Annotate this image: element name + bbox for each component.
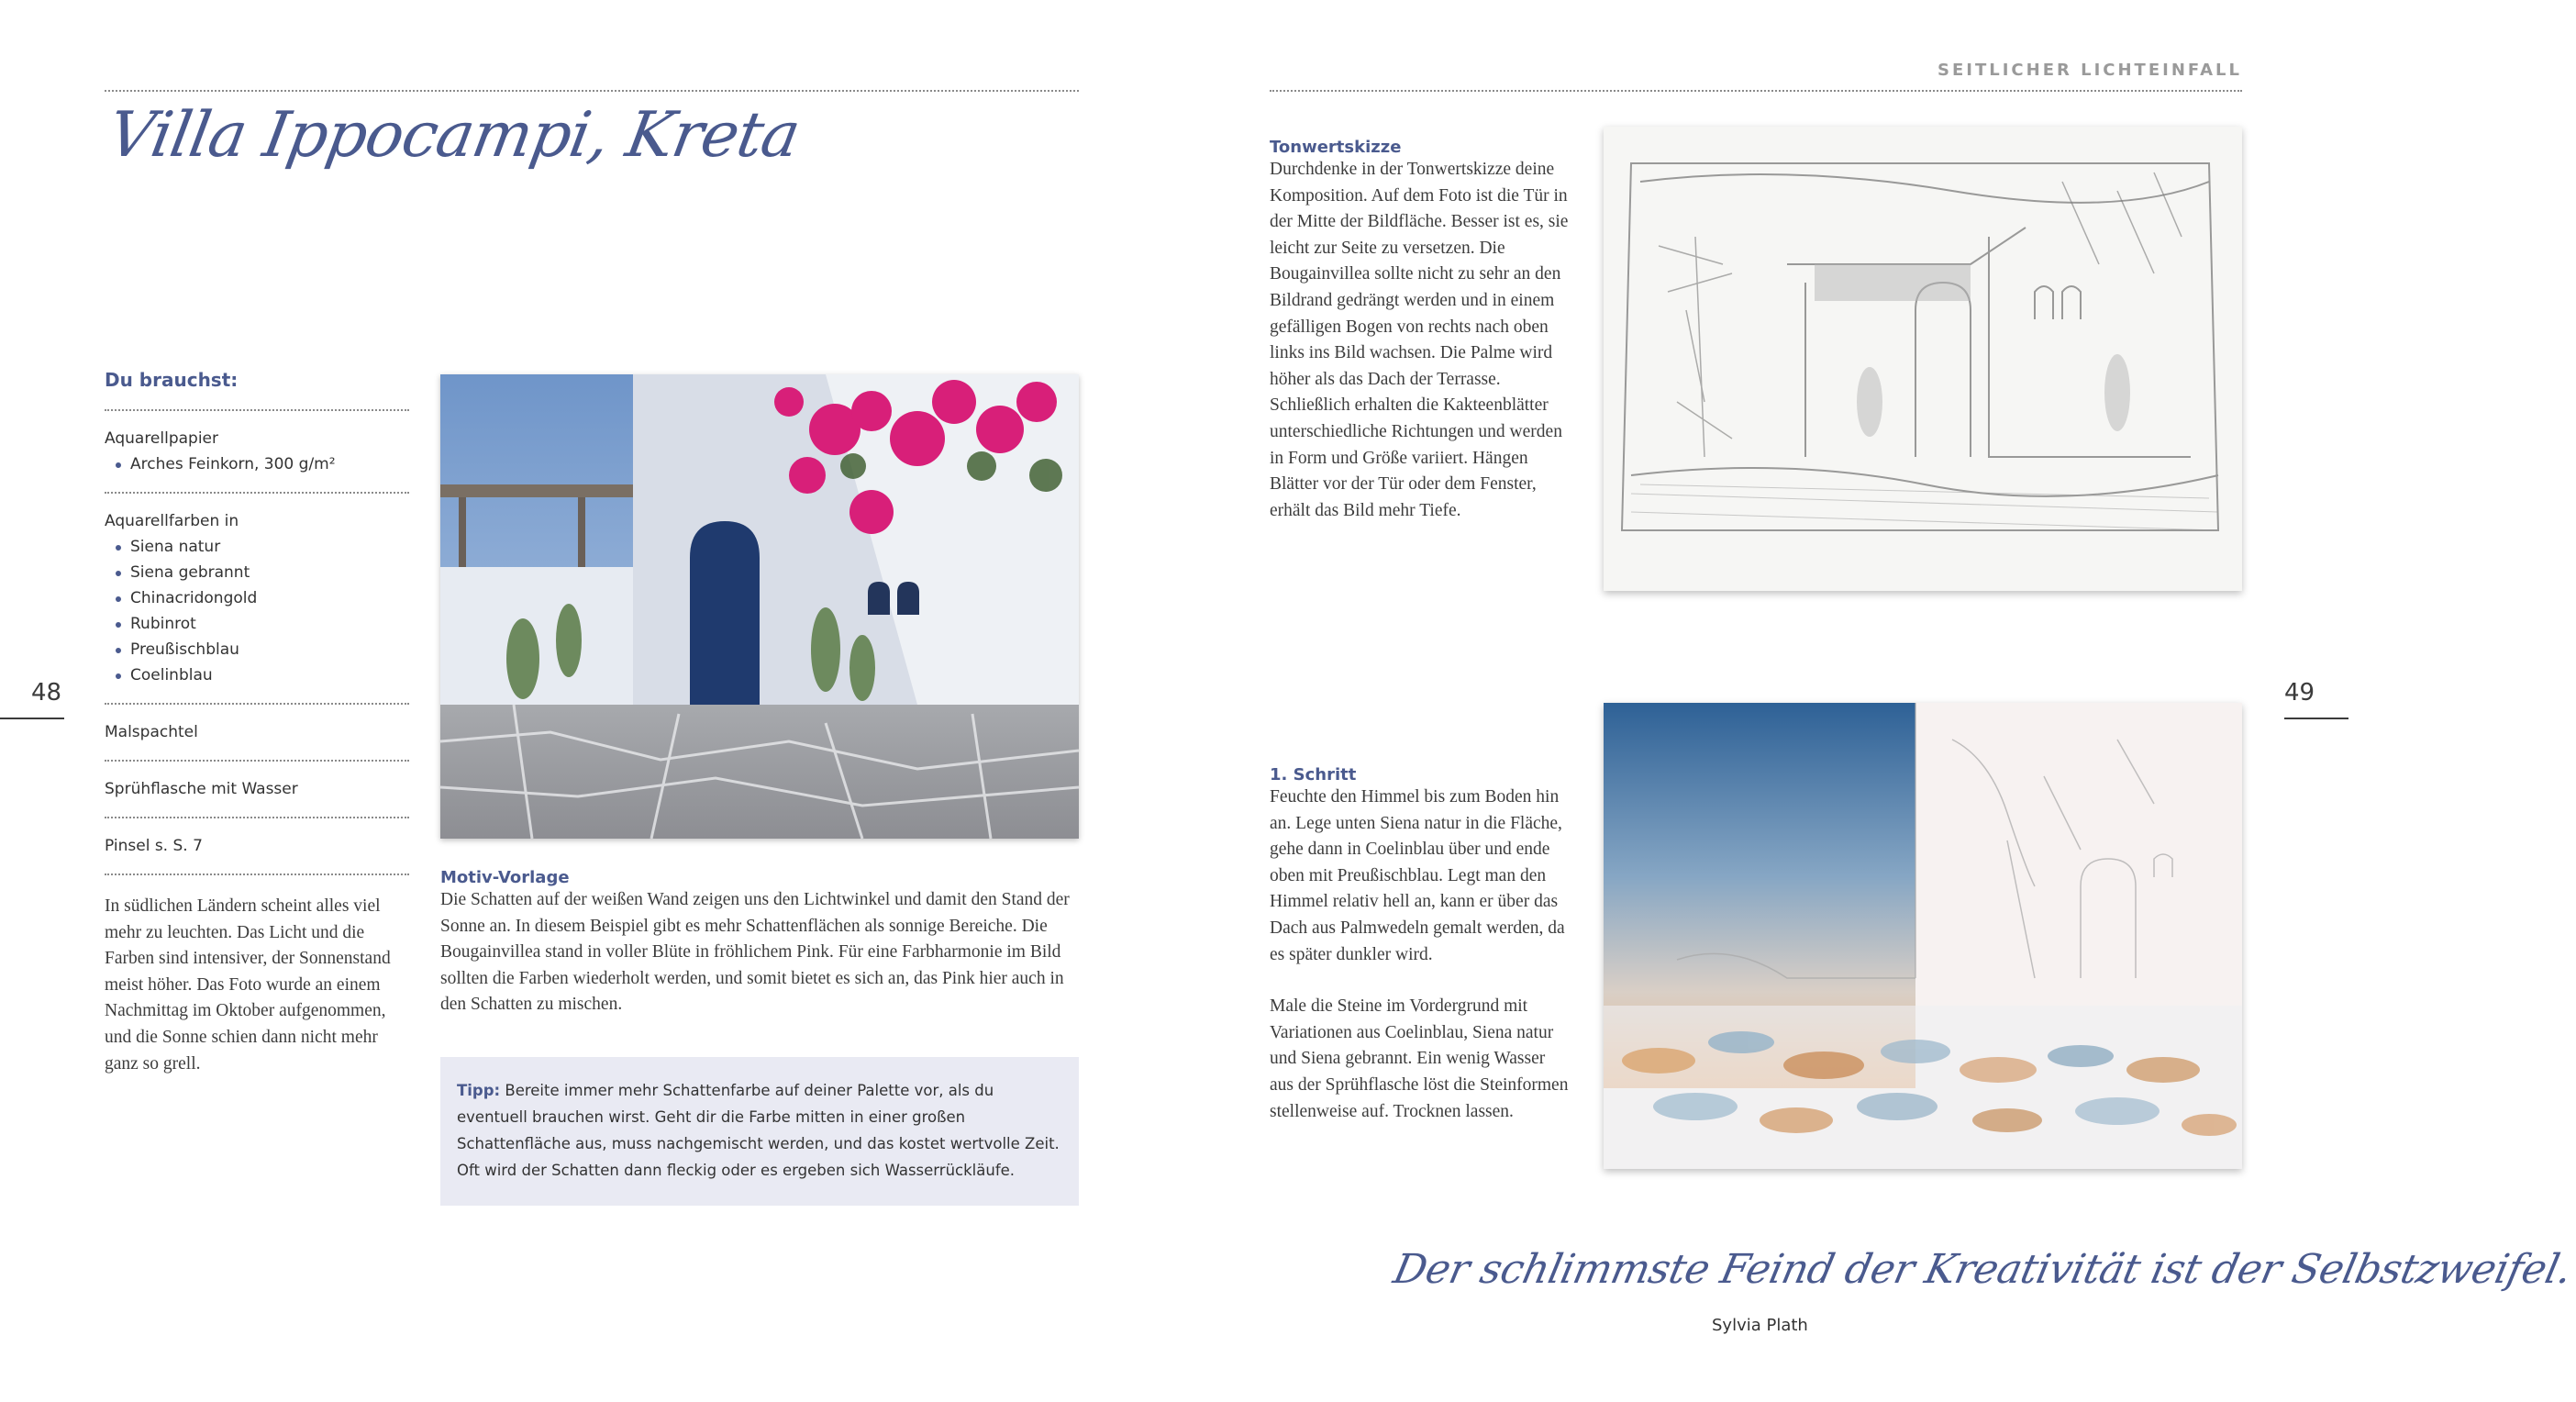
material-group-paper [105, 411, 409, 494]
material-label: Pinsel s. S. 7 [105, 837, 203, 855]
material-label: Malspachtel [105, 723, 198, 741]
page-number-left: 48 [31, 679, 62, 707]
schritt-1-heading: 1. Schritt [1270, 765, 1357, 784]
material-item: Coelinblau [105, 662, 409, 688]
page-number-rule-left [0, 718, 64, 719]
material-item: Siena natur [105, 534, 409, 560]
schritt-1-text-2: Male die Steine im Vordergrund mit Variationen aus Coelinblau, Siena natur und Siena gebrannt. Ein wenig Wasser aus der Sprühflasche löst die Steinformen stellenweise auf. Trocknen lassen. [1270, 996, 1569, 1121]
intro-paragraph: In südlichen Ländern scheint alles viel mehr zu leuchten. Das Licht und die Farben sind intensiver, der Sonnenstand meist höher. Das Foto wurde an einem Nachmittag im Oktober aufgenommen, und die Sonne schien dann nicht mehr ganz so grell. [105, 896, 391, 1074]
villa-photo-image [440, 374, 1079, 839]
top-rule-left [105, 90, 1079, 92]
material-label: Aquarellfarben in [105, 512, 239, 530]
schritt-1-section [1270, 765, 1572, 1125]
running-head: SEITLICHER LICHTEINFALL [1938, 61, 2242, 80]
material-group-colors [105, 494, 409, 705]
quote-author: Sylvia Plath [1712, 1316, 1808, 1335]
material-group-brush [105, 818, 409, 875]
page-number-rule-right [2284, 718, 2348, 719]
motiv-section [440, 868, 1083, 1018]
left-page [0, 0, 1174, 1402]
top-rule-right [1270, 90, 2242, 92]
materials-list [105, 369, 409, 875]
material-group-spatula [105, 705, 409, 762]
material-item: Arches Feinkorn, 300 g/m² [105, 451, 409, 477]
schritt-1-text: Feuchte den Himmel bis zum Boden hin an. Lege unten Siena natur in die Fläche, gehe dann in Coelinblau über und ende oben mit Preußischblau. Legt man den Himmel relativ hell an, kann er über das Dach aus Palmwedeln gemalt werden, da es später dunkler wird. [1270, 787, 1565, 964]
material-label: Sprühflasche mit Wasser [105, 780, 298, 798]
page-title: Villa Ippocampi, Kreta [103, 99, 805, 172]
material-group-spray [105, 762, 409, 818]
pencil-sketch-image [1604, 127, 2242, 591]
motiv-text: Die Schatten auf der weißen Wand zeigen uns den Lichtwinkel und damit den Stand der Sonne an. In diesem Beispiel gibt es mehr Schattenflächen als sonnige Bereiche. Die Bougainvillea stand in voller Blüte in fröhlichem Pink. Für eine Farbharmonie im Bild sollten die Farben wiederholt werden, und somit bietet es sich an, das Pink hier auch in den Schatten zu mischen. [440, 890, 1070, 1015]
quote-text: Der schlimmste Feind der Kreativität ist der Selbstzweifel. [1389, 1246, 2576, 1293]
motiv-heading: Motiv-Vorlage [440, 868, 570, 887]
tip-text: Bereite immer mehr Schattenfarbe auf deiner Palette vor, als du eventuell brauchen wirst. Geht dir die Farbe mitten in einer großen Schattenfläche aus, muss nachgemischt werden, und das kostet wertvolle Zeit. Oft wird der Schatten dann fleckig oder es ergeben sich Wasserrückläufe. [457, 1082, 1060, 1179]
tonal-sketch [1604, 127, 2242, 591]
material-label: Aquarellpapier [105, 429, 219, 448]
tonwertskizze-section [1270, 138, 1572, 524]
page-number-right: 49 [2284, 679, 2315, 707]
tonwertskizze-heading: Tonwertskizze [1270, 138, 1402, 157]
material-item: Rubinrot [105, 611, 409, 637]
watercolor-image [1604, 703, 2242, 1169]
step-1-painting [1604, 703, 2242, 1169]
material-item: Preußischblau [105, 637, 409, 662]
material-item: Chinacridongold [105, 585, 409, 611]
tip-label: Tipp: [457, 1082, 501, 1099]
materials-heading: Du brauchst: [105, 369, 409, 411]
tip-box [440, 1057, 1079, 1206]
motif-photo [440, 374, 1079, 839]
material-item: Siena gebrannt [105, 560, 409, 585]
tonwertskizze-text: Durchdenke in der Tonwertskizze deine Komposition. Auf dem Foto ist die Tür in der Mitte der Bildfläche. Besser ist es, sie leicht zur Seite zu versetzen. Die Bougainvillea sollte nicht zu sehr an den Bildrand gedrängt werden und in einem gefälligen Bogen von rechts nach oben links ins Bild wachsen. Die Palme wird höher als das Dach der Terrasse. Schließlich erhalten die Kakteenblätter unterschiedliche Richtungen und werden in Form und Größe variiert. Hängen Blätter vor der Tür oder dem Fenster, erhält das Bild mehr Tiefe. [1270, 160, 1569, 520]
